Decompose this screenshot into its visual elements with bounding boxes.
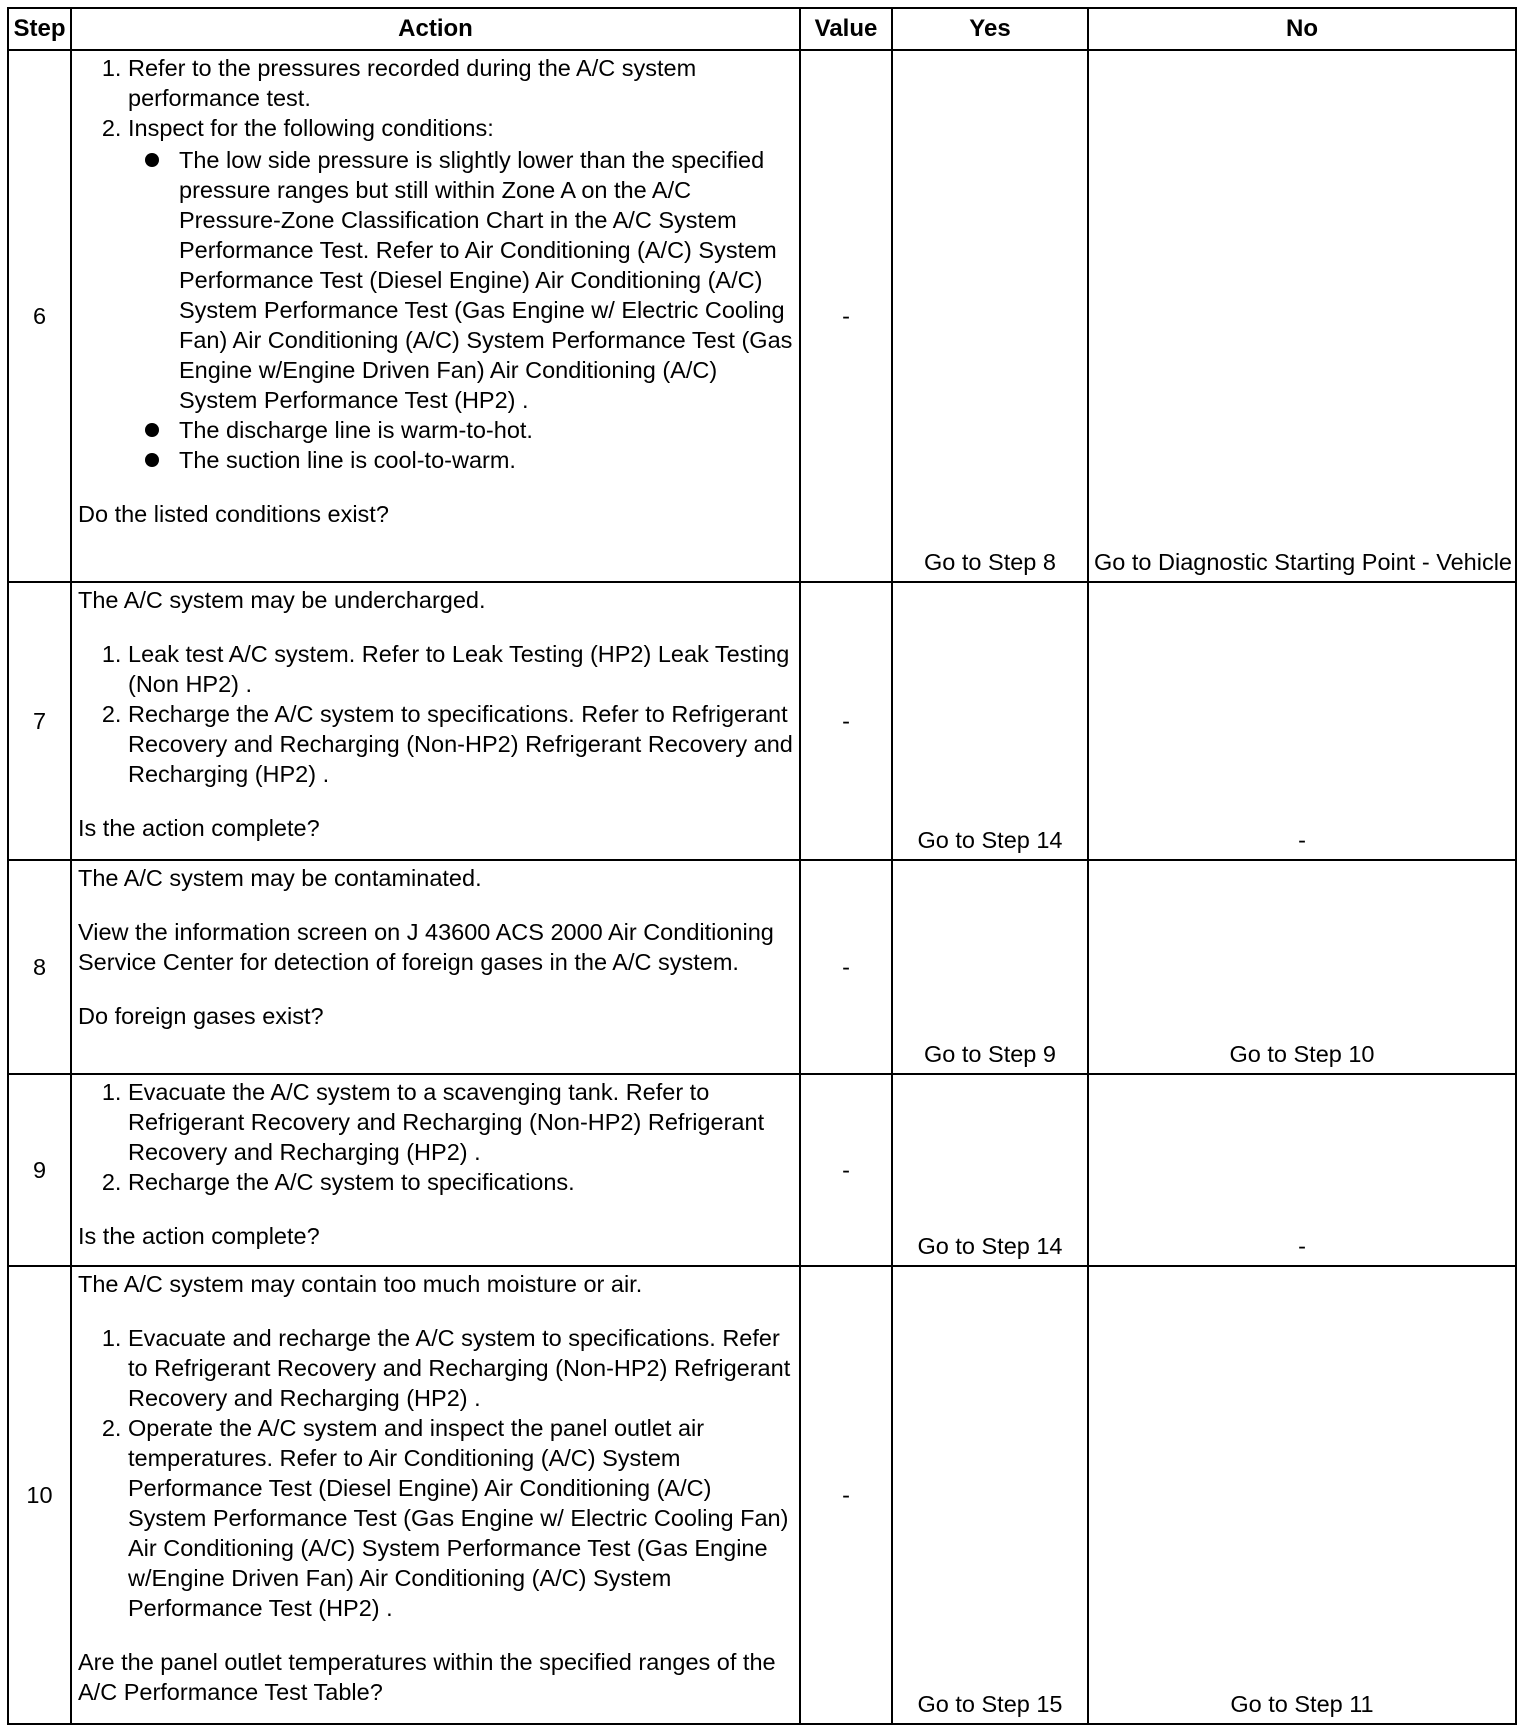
no-cell: Go to Diagnostic Starting Point - Vehicle (1088, 50, 1516, 582)
value-cell: - (800, 860, 892, 1074)
list-item-text: Inspect for the following conditions: (128, 115, 494, 141)
step-number: 9 (8, 1074, 71, 1266)
list-item (128, 113, 793, 475)
yes-cell: Go to Step 14 (892, 582, 1088, 860)
bullet-item (179, 445, 793, 475)
step-number: 7 (8, 582, 71, 860)
table-row (8, 860, 1516, 1074)
action-cell (71, 860, 800, 1074)
action-list (78, 1323, 793, 1623)
intro-text: The A/C system may be contaminated. (78, 865, 482, 891)
question: Do the listed conditions exist? (78, 501, 389, 527)
list-item: 2. Operate the A/C system and inspect the panel outlet air temperatures. Refer to Air Conditioning (A/C) System Performance Test (Diesel Engine) Air Conditioning (A/C) System Performance Test (Gas Engine w/ Electric Cooling Fan) Air Conditioning (A/C) System Performance Test (Gas Engine w/Engine Driven Fan) Air Conditioning (A/C) System Performance Test (HP2) . (128, 1413, 793, 1623)
question: Are the panel outlet temperatures within the specified ranges of the A/C Performance Test Table? (78, 1649, 776, 1705)
list-item: 1. Refer to the pressures recorded during the A/C system performance test. (128, 53, 793, 113)
no-cell: Go to Step 11 (1088, 1266, 1516, 1724)
value-cell: - (800, 1266, 892, 1724)
question: Do foreign gases exist? (78, 1003, 324, 1029)
action-cell (71, 1074, 800, 1266)
header-step: Step (8, 8, 71, 50)
action-list (78, 639, 793, 789)
header-row (8, 8, 1516, 50)
table-row (8, 1266, 1516, 1724)
diagnostic-table (7, 7, 1517, 1725)
bullet-item (179, 415, 793, 445)
yes-cell: Go to Step 14 (892, 1074, 1088, 1266)
question: Is the action complete? (78, 1223, 320, 1249)
yes-cell: Go to Step 8 (892, 50, 1088, 582)
bullet-item (179, 145, 793, 415)
bullet-text: The suction line is cool-to-warm. (179, 447, 516, 473)
bullet-icon (145, 453, 159, 467)
table-row (8, 1074, 1516, 1266)
step-number: 10 (8, 1266, 71, 1724)
question: Is the action complete? (78, 815, 320, 841)
condition-list (128, 145, 793, 475)
bullet-text: The discharge line is warm-to-hot. (179, 417, 533, 443)
yes-cell: Go to Step 15 (892, 1266, 1088, 1724)
action-list (78, 1077, 793, 1197)
header-value: Value (800, 8, 892, 50)
list-item: 2. Recharge the A/C system to specifications. Refer to Refrigerant Recovery and Recharging (Non-HP2) Refrigerant Recovery and Recharging (HP2) . (128, 699, 793, 789)
bullet-icon (145, 153, 159, 167)
action-list (78, 53, 793, 475)
paragraph-text: View the information screen on J 43600 ACS 2000 Air Conditioning Service Center for detection of foreign gases in the A/C system. (78, 919, 774, 975)
list-item: 1. Evacuate the A/C system to a scavenging tank. Refer to Refrigerant Recovery and Recharging (Non-HP2) Refrigerant Recovery and Recharging (HP2) . (128, 1077, 793, 1167)
header-action: Action (71, 8, 800, 50)
step-number: 6 (8, 50, 71, 582)
value-cell: - (800, 1074, 892, 1266)
action-cell (71, 582, 800, 860)
no-cell: Go to Step 10 (1088, 860, 1516, 1074)
bullet-text: The low side pressure is slightly lower than the specified pressure ranges but still within Zone A on the A/C Pressure-Zone Classification Chart in the A/C System Performance Test. Refer to Air Conditioning (A/C) System Performance Test (Diesel Engine) Air Conditioning (A/C) System Performance Test (Gas Engine w/ Electric Cooling Fan) Air Conditioning (A/C) System Performance Test (Gas Engine w/Engine Driven Fan) Air Conditioning (A/C) System Performance Test (HP2) . (179, 147, 793, 413)
no-cell: - (1088, 582, 1516, 860)
action-cell (71, 50, 800, 582)
intro-text: The A/C system may be undercharged. (78, 587, 486, 613)
yes-cell: Go to Step 9 (892, 860, 1088, 1074)
value-cell: - (800, 582, 892, 860)
intro-text: The A/C system may contain too much moisture or air. (78, 1271, 643, 1297)
table-row (8, 50, 1516, 582)
header-no: No (1088, 8, 1516, 50)
no-cell: - (1088, 1074, 1516, 1266)
header-yes: Yes (892, 8, 1088, 50)
step-number: 8 (8, 860, 71, 1074)
table-row (8, 582, 1516, 860)
action-cell (71, 1266, 800, 1724)
value-cell: - (800, 50, 892, 582)
list-item: 1. Evacuate and recharge the A/C system to specifications. Refer to Refrigerant Recovery and Recharging (Non-HP2) Refrigerant Recovery and Recharging (HP2) . (128, 1323, 793, 1413)
bullet-icon (145, 423, 159, 437)
list-item: 1. Leak test A/C system. Refer to Leak Testing (HP2) Leak Testing (Non HP2) . (128, 639, 793, 699)
list-item: 2. Recharge the A/C system to specifications. (128, 1167, 793, 1197)
